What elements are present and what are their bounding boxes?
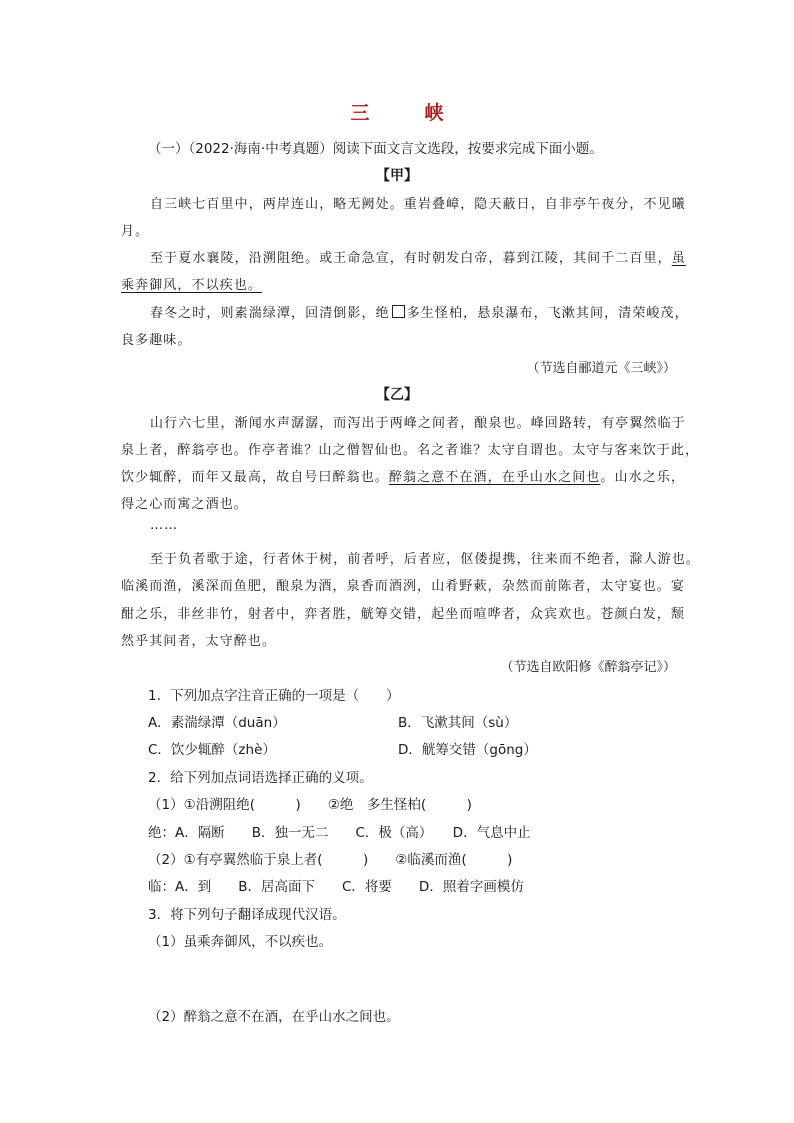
blank-box-icon: [392, 305, 405, 318]
question-1-option-c: C．饮少辄醉（zhè）: [148, 742, 276, 758]
section-b-header: 【乙】: [376, 387, 418, 403]
question-2: 2．给下列加点词语选择正确的义项。: [148, 770, 373, 786]
question-1-option-a: A．素湍绿潭（duān）: [148, 715, 286, 731]
question-3-part-1: （1）虽乘奔御风，不以疾也。: [148, 934, 333, 950]
question-1-option-d: D．觥筹交错（gōng）: [398, 742, 537, 758]
question-3: 3．将下列句子翻译成现代汉语。: [148, 907, 346, 923]
ellipsis: ……: [150, 518, 179, 533]
section-b-source: （节选自欧阳修《醉翁亭记》）: [500, 660, 676, 675]
underlined-sentence: 虽: [671, 251, 686, 266]
question-2-part-1-options: 绝：A．隔断 B．独一无二 C．极（高） D．气息中止: [148, 825, 531, 841]
section-a-source: （节选自郦道元《三峡》）: [526, 361, 676, 376]
section-a-header: 【甲】: [376, 168, 418, 184]
page-title: 三 峡: [350, 102, 462, 124]
question-2-part-2-options: 临：A．到 B．居高面下 C．将要 D．照着字画模仿: [148, 879, 524, 895]
question-1: 1．下列加点字注音正确的一项是（ ）: [148, 688, 400, 704]
question-1-option-b: B．飞漱其间（sù）: [398, 715, 518, 731]
question-2-part-2: （2）①有亭翼然临于泉上者( ) ②临溪而渔( ): [148, 852, 513, 868]
underlined-sentence: 乘奔御风，不以疾也。: [121, 278, 263, 293]
question-3-part-2: （2）醉翁之意不在酒，在乎山水之间也。: [148, 1009, 400, 1025]
underlined-sentence: 醉翁之意不在酒，在乎山水之间也: [388, 470, 601, 485]
question-intro: （一）（2022·海南·中考真题）阅读下面文言文选段，按要求完成下面小题。: [148, 141, 603, 157]
question-2-part-1: （1）①沿溯阻绝( ) ②绝 多生怪柏( ): [148, 797, 472, 813]
